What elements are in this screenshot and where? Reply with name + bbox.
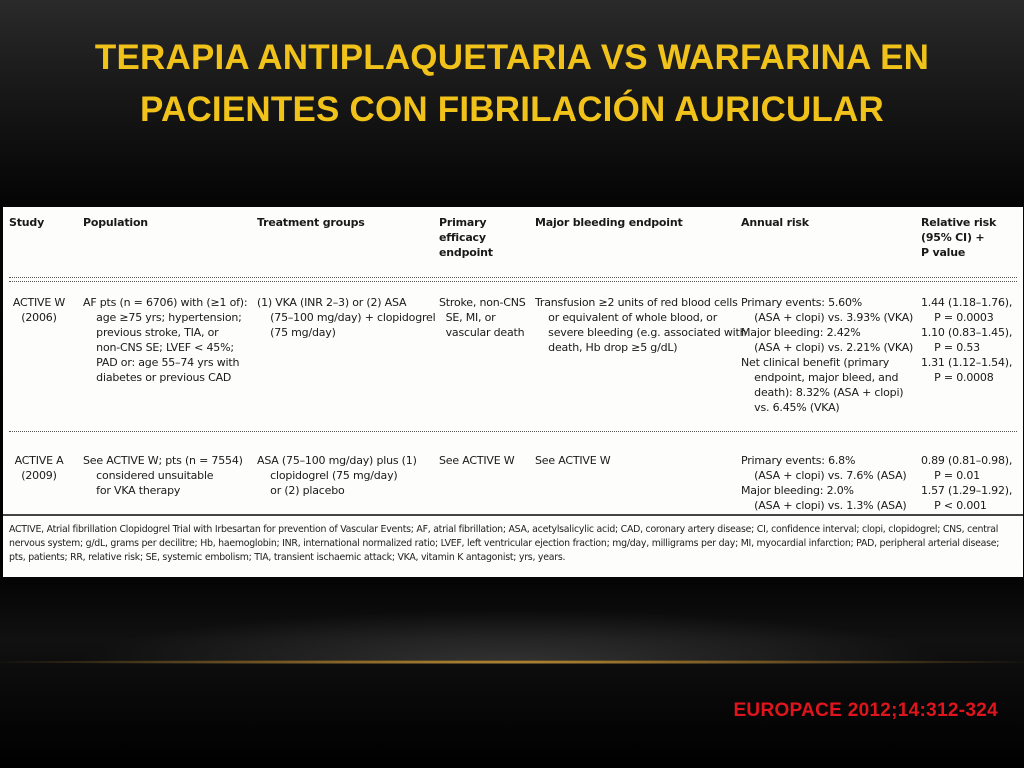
horizon-line: [0, 660, 1024, 664]
cell-annual-risk: Primary events: 6.8% (ASA + clopi) vs. 7.6% (ASA) Major bleeding: 2.0% (ASA + clopi) vs. 1.3% (ASA): [741, 454, 907, 512]
header-treatment-groups: Treatment groups: [257, 216, 365, 229]
header-study: Study: [9, 216, 45, 229]
table-header-row: [9, 215, 1017, 281]
header-annual-risk: Annual risk: [741, 216, 809, 229]
cell-population: See ACTIVE W; pts (n = 7554) considered unsuitable for VKA therapy: [83, 454, 243, 497]
table-footnote: ACTIVE, Atrial fibrillation Clopidogrel Trial with Irbesartan for prevention of Vascular Events; AF, atrial fibrillation; ASA, acetylsalicylic acid; CAD, coronary artery disease; CI, confidence interval; clopi, clopidogrel; CNS, central nervous system; g/dL, grams per decilitre; Hb, haemoglobin; INR, international normalized ratio; LVEF, left ventricular ejection fraction; mg/day, milligrams per day; MI, myocardial infarction; PAD, peripheral arterial disease; pts, patients; RR, relative risk; SE, systemic embolism; TIA, transient ischaemic attack; VKA, vitamin K antagonist; yrs, years.: [9, 524, 1000, 563]
cell-population: AF pts (n = 6706) with (≥1 of): age ≥75 yrs; hypertension; previous stroke, TIA, or non-CNS SE; LVEF < 45%; PAD or: age 55–74 yrs with diabetes or previous CAD: [83, 296, 248, 384]
cell-efficacy: See ACTIVE W: [439, 454, 515, 467]
cell-bleeding: See ACTIVE W: [535, 454, 611, 467]
citation: EUROPACE 2012;14:312-324: [733, 700, 998, 721]
cell-study: ACTIVE W (2006): [12, 296, 66, 324]
header-divider-2: [9, 281, 1017, 282]
cell-treatment: ASA (75–100 mg/day) plus (1) clopidogrel (75 mg/day) or (2) placebo: [257, 454, 417, 497]
cell-relative-risk: 1.44 (1.18–1.76), P = 0.0003 1.10 (0.83–1.45), P = 0.53 1.31 (1.12–1.54), P = 0.0008: [921, 296, 1013, 384]
header-relative-risk: Relative risk (95% CI) + P value: [921, 216, 997, 259]
footnote-divider: [3, 514, 1023, 516]
cell-efficacy: Stroke, non-CNS SE, MI, or vascular death: [439, 296, 526, 339]
cell-bleeding: Transfusion ≥2 units of red blood cells or equivalent of whole blood, or severe bleeding (e.g. associated with death, Hb drop ≥5 g/dL): [535, 296, 747, 354]
slide-title-line-1: TERAPIA ANTIPLAQUETARIA VS WARFARINA EN: [94, 38, 930, 77]
header-divider: [9, 277, 1017, 278]
cell-relative-risk: 0.89 (0.81–0.98), P = 0.01 1.57 (1.29–1.92), P < 0.001: [921, 454, 1013, 512]
cell-study: ACTIVE A (2009): [14, 454, 64, 482]
cell-annual-risk: Primary events: 5.60% (ASA + clopi) vs. 3.93% (VKA) Major bleeding: 2.42% (ASA + clopi) vs. 2.21% (VKA) Net clinical benefit (primary endpoint, major bleed, and death): 8.32% (ASA + clopi) vs. 6.45% (VKA): [741, 296, 914, 414]
header-primary-efficacy-endpoint: Primary efficacy endpoint: [439, 216, 493, 259]
table-row: [9, 295, 1017, 443]
slide-title-line-2: PACIENTES CON FIBRILACIÓN AURICULAR: [140, 90, 884, 129]
table-image: [3, 207, 1023, 577]
background-glow: [0, 600, 1024, 664]
header-major-bleeding-endpoint: Major bleeding endpoint: [535, 216, 683, 229]
cell-treatment: (1) VKA (INR 2–3) or (2) ASA (75–100 mg/day) + clopidogrel (75 mg/day): [257, 296, 436, 339]
slide-title: [40, 32, 984, 136]
comparison-table: [9, 215, 1017, 539]
row-divider: [9, 431, 1017, 432]
header-population: Population: [83, 216, 148, 229]
